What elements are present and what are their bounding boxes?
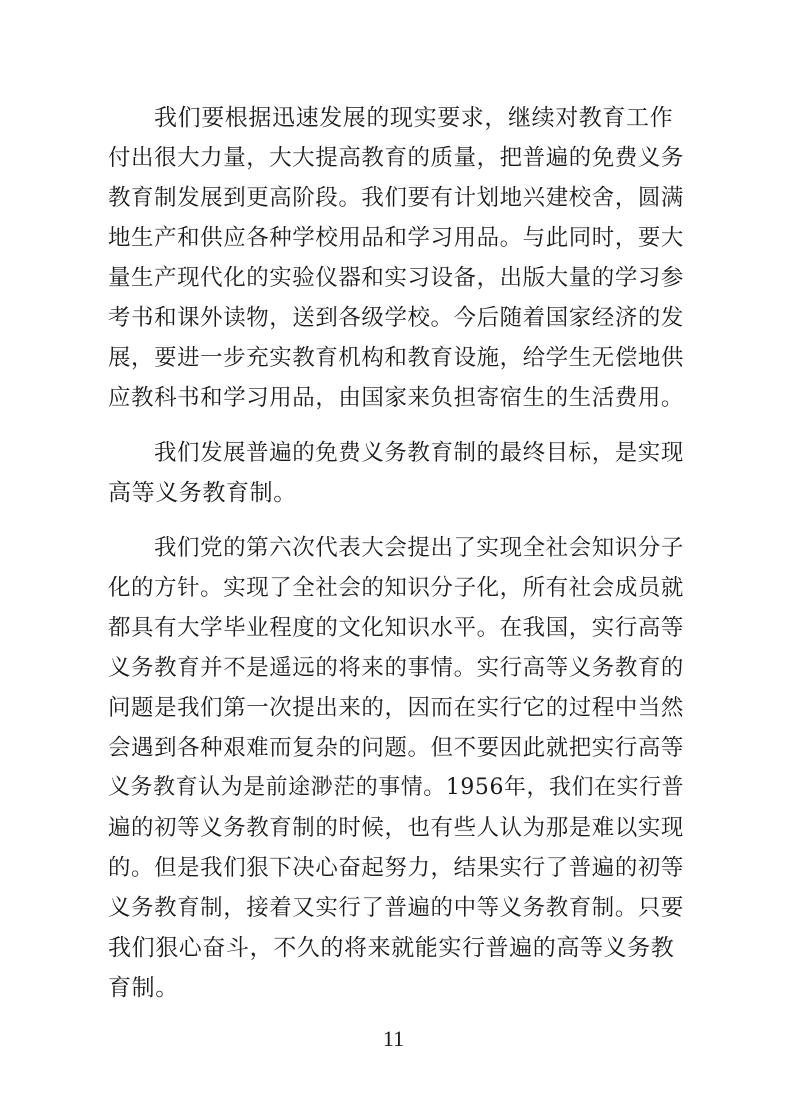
paragraph-3-line-4: 义务教育并不是遥远的将来的事情。实行高等义务教育的 [108,655,684,681]
paragraph-1-line-1: 我们要根据迅速发展的现实要求，继续对教育工作 [154,105,674,131]
paragraph-3-line-3: 都具有大学毕业程度的文化知识水平。在我国，实行高等 [108,615,684,641]
paragraph-1-line-6: 考书和课外读物，送到各级学校。今后随着国家经济的发 [108,305,684,331]
paragraph-3-line-7: 义务教育认为是前途渺茫的事情。1956年，我们在实行普 [108,775,685,800]
paragraph-3-line-8: 遍的初等义务教育制的时候，也有些人认为那是难以实现 [108,815,684,841]
paragraph-1-line-2: 付出很大力量，大大提高教育的质量，把普遍的免费义务 [108,145,684,171]
paragraph-3-line-2: 化的方针。实现了全社会的知识分子化，所有社会成员就 [108,575,684,601]
paragraph-2-line-2: 高等义务教育制。 [108,480,297,506]
paragraph-1-line-3: 教育制发展到更高阶段。我们要有计划地兴建校舍，圆满 [108,185,684,211]
page-number: 11 [382,1026,405,1051]
paragraph-1-line-5: 量生产现代化的实验仪器和实习设备，出版大量的学习参 [108,265,684,291]
paragraph-3-line-11: 我们狠心奋斗，不久的将来就能实行普遍的高等义务教 [108,935,675,961]
paragraph-3-line-10: 义务教育制，接着又实行了普遍的中等义务教育制。只要 [108,895,684,921]
paragraph-2-line-1: 我们发展普遍的免费义务教育制的最终目标，是实现 [154,440,684,466]
paragraph-3-line-5: 问题是我们第一次提出来的，因而在实行它的过程中当然 [108,695,684,721]
paragraph-3-line-12: 育制。 [108,975,179,1001]
paragraph-3-line-9: 的。但是我们狠下决心奋起努力，结果实行了普遍的初等 [108,855,684,881]
paragraph-1-line-7: 展，要进一步充实教育机构和教育设施，给学生无偿地供 [108,345,684,371]
paragraph-1-line-4: 地生产和供应各种学校用品和学习用品。与此同时，要大 [108,225,684,251]
paragraph-1-line-8: 应教科书和学习用品，由国家来负担寄宿生的生活费用。 [108,385,684,411]
paragraph-3-line-1: 我们党的第六次代表大会提出了实现全社会知识分子 [154,535,684,561]
paragraph-3-line-6: 会遇到各种艰难而复杂的问题。但不要因此就把实行高等 [108,735,684,761]
